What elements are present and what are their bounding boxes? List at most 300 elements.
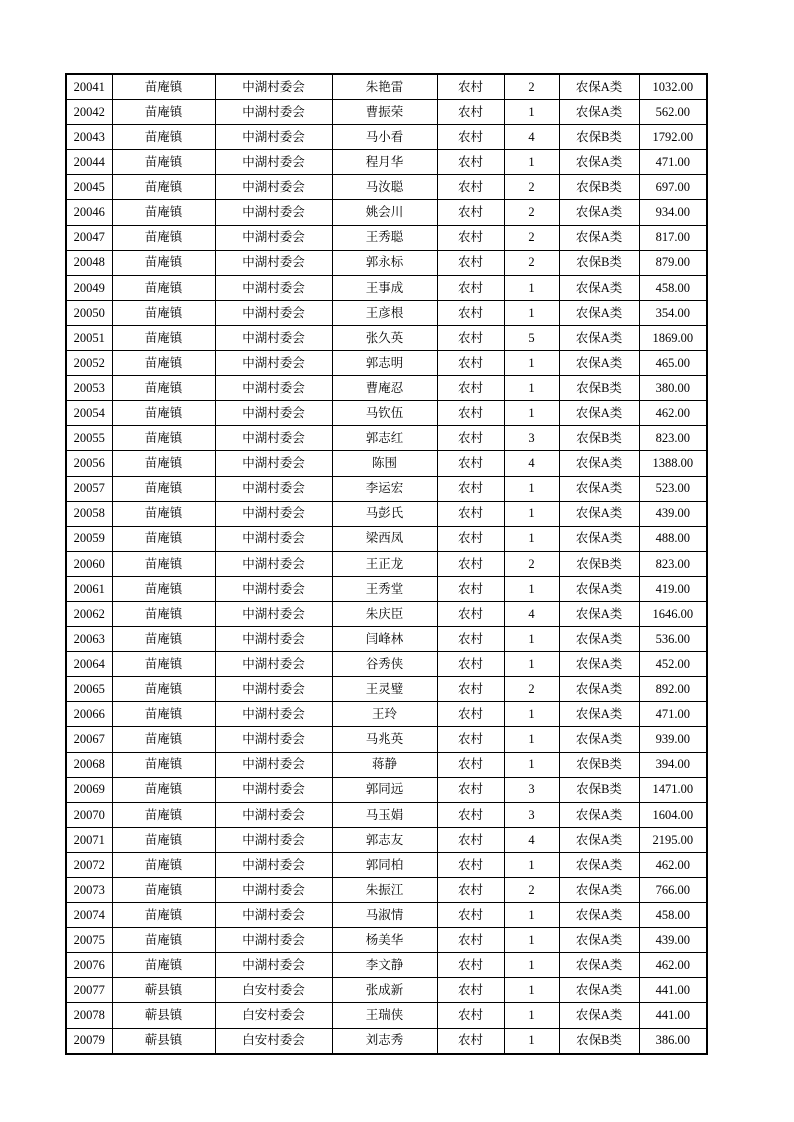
village-committee-cell: 中湖村委会 — [215, 752, 332, 777]
amount-cell: 1032.00 — [639, 74, 707, 100]
amount-cell: 462.00 — [639, 852, 707, 877]
serial-number-cell: 20074 — [66, 903, 112, 928]
insurance-category-cell: 农保B类 — [559, 1028, 639, 1054]
residence-type-cell: 农村 — [437, 953, 504, 978]
town-cell: 苗庵镇 — [112, 702, 215, 727]
residence-type-cell: 农村 — [437, 275, 504, 300]
village-committee-cell: 中湖村委会 — [215, 476, 332, 501]
person-name-cell: 郭志友 — [332, 827, 437, 852]
person-name-cell: 王事成 — [332, 275, 437, 300]
person-count-cell: 1 — [504, 351, 559, 376]
person-name-cell: 马小看 — [332, 125, 437, 150]
village-committee-cell: 中湖村委会 — [215, 451, 332, 476]
table-row — [66, 928, 707, 953]
serial-number-cell: 20068 — [66, 752, 112, 777]
insurance-category-cell: 农保A类 — [559, 727, 639, 752]
table-row — [66, 576, 707, 601]
serial-number-cell: 20048 — [66, 250, 112, 275]
residence-type-cell: 农村 — [437, 200, 504, 225]
village-committee-cell: 中湖村委会 — [215, 125, 332, 150]
village-committee-cell: 中湖村委会 — [215, 376, 332, 401]
residence-type-cell: 农村 — [437, 627, 504, 652]
insurance-category-cell: 农保A类 — [559, 827, 639, 852]
person-count-cell: 2 — [504, 551, 559, 576]
person-name-cell: 郭志明 — [332, 351, 437, 376]
person-count-cell: 2 — [504, 225, 559, 250]
person-count-cell: 1 — [504, 501, 559, 526]
village-committee-cell: 白安村委会 — [215, 1003, 332, 1028]
person-count-cell: 2 — [504, 175, 559, 200]
residence-type-cell: 农村 — [437, 652, 504, 677]
table-row — [66, 752, 707, 777]
village-committee-cell: 中湖村委会 — [215, 150, 332, 175]
person-name-cell: 程月华 — [332, 150, 437, 175]
serial-number-cell: 20057 — [66, 476, 112, 501]
insurance-category-cell: 农保A类 — [559, 150, 639, 175]
village-committee-cell: 中湖村委会 — [215, 903, 332, 928]
person-count-cell: 1 — [504, 576, 559, 601]
insurance-category-cell: 农保B类 — [559, 752, 639, 777]
serial-number-cell: 20058 — [66, 501, 112, 526]
amount-cell: 766.00 — [639, 878, 707, 903]
person-name-cell: 马彭氏 — [332, 501, 437, 526]
town-cell: 苗庵镇 — [112, 325, 215, 350]
amount-cell: 465.00 — [639, 351, 707, 376]
table-row — [66, 827, 707, 852]
village-committee-cell: 中湖村委会 — [215, 200, 332, 225]
town-cell: 苗庵镇 — [112, 827, 215, 852]
table-row — [66, 953, 707, 978]
person-name-cell: 曹振荣 — [332, 100, 437, 125]
amount-cell: 380.00 — [639, 376, 707, 401]
person-name-cell: 闫峰林 — [332, 627, 437, 652]
residence-type-cell: 农村 — [437, 100, 504, 125]
serial-number-cell: 20043 — [66, 125, 112, 150]
amount-cell: 354.00 — [639, 300, 707, 325]
table-row — [66, 652, 707, 677]
village-committee-cell: 中湖村委会 — [215, 878, 332, 903]
insurance-category-cell: 农保A类 — [559, 74, 639, 100]
person-count-cell: 1 — [504, 953, 559, 978]
insurance-category-cell: 农保B类 — [559, 376, 639, 401]
amount-cell: 439.00 — [639, 928, 707, 953]
town-cell: 蕲县镇 — [112, 1003, 215, 1028]
residence-type-cell: 农村 — [437, 451, 504, 476]
residence-type-cell: 农村 — [437, 501, 504, 526]
amount-cell: 488.00 — [639, 526, 707, 551]
table-row — [66, 74, 707, 100]
person-name-cell: 朱庆臣 — [332, 601, 437, 626]
serial-number-cell: 20066 — [66, 702, 112, 727]
village-committee-cell: 中湖村委会 — [215, 175, 332, 200]
village-committee-cell: 中湖村委会 — [215, 351, 332, 376]
person-count-cell: 1 — [504, 476, 559, 501]
table-row — [66, 1028, 707, 1054]
table-row — [66, 627, 707, 652]
person-count-cell: 1 — [504, 903, 559, 928]
table-row — [66, 351, 707, 376]
serial-number-cell: 20075 — [66, 928, 112, 953]
village-committee-cell: 中湖村委会 — [215, 827, 332, 852]
table-row — [66, 677, 707, 702]
serial-number-cell: 20077 — [66, 978, 112, 1003]
serial-number-cell: 20046 — [66, 200, 112, 225]
table-row — [66, 501, 707, 526]
amount-cell: 562.00 — [639, 100, 707, 125]
table-row — [66, 878, 707, 903]
village-committee-cell: 中湖村委会 — [215, 953, 332, 978]
amount-cell: 1604.00 — [639, 802, 707, 827]
residence-type-cell: 农村 — [437, 677, 504, 702]
table-row — [66, 275, 707, 300]
table-row — [66, 376, 707, 401]
serial-number-cell: 20053 — [66, 376, 112, 401]
town-cell: 苗庵镇 — [112, 74, 215, 100]
serial-number-cell: 20042 — [66, 100, 112, 125]
insurance-category-cell: 农保A类 — [559, 476, 639, 501]
table-row — [66, 250, 707, 275]
amount-cell: 419.00 — [639, 576, 707, 601]
residence-type-cell: 农村 — [437, 426, 504, 451]
person-count-cell: 1 — [504, 401, 559, 426]
serial-number-cell: 20044 — [66, 150, 112, 175]
table-row — [66, 802, 707, 827]
amount-cell: 394.00 — [639, 752, 707, 777]
amount-cell: 879.00 — [639, 250, 707, 275]
amount-cell: 462.00 — [639, 401, 707, 426]
amount-cell: 386.00 — [639, 1028, 707, 1054]
person-count-cell: 1 — [504, 1003, 559, 1028]
town-cell: 苗庵镇 — [112, 100, 215, 125]
amount-cell: 892.00 — [639, 677, 707, 702]
person-name-cell: 陈围 — [332, 451, 437, 476]
person-count-cell: 4 — [504, 451, 559, 476]
residence-type-cell: 农村 — [437, 476, 504, 501]
table-row — [66, 401, 707, 426]
amount-cell: 817.00 — [639, 225, 707, 250]
amount-cell: 697.00 — [639, 175, 707, 200]
residence-type-cell: 农村 — [437, 551, 504, 576]
residence-type-cell: 农村 — [437, 526, 504, 551]
insurance-category-cell: 农保A类 — [559, 100, 639, 125]
insurance-category-cell: 农保A类 — [559, 451, 639, 476]
amount-cell: 2195.00 — [639, 827, 707, 852]
serial-number-cell: 20076 — [66, 953, 112, 978]
table-row — [66, 601, 707, 626]
town-cell: 苗庵镇 — [112, 601, 215, 626]
person-name-cell: 朱振江 — [332, 878, 437, 903]
insurance-category-cell: 农保A类 — [559, 225, 639, 250]
person-name-cell: 马淑情 — [332, 903, 437, 928]
person-count-cell: 1 — [504, 727, 559, 752]
amount-cell: 1388.00 — [639, 451, 707, 476]
town-cell: 苗庵镇 — [112, 376, 215, 401]
village-committee-cell: 中湖村委会 — [215, 300, 332, 325]
residence-type-cell: 农村 — [437, 576, 504, 601]
table-row — [66, 100, 707, 125]
person-name-cell: 蒋静 — [332, 752, 437, 777]
village-committee-cell: 中湖村委会 — [215, 727, 332, 752]
insurance-category-cell: 农保A类 — [559, 903, 639, 928]
residence-type-cell: 农村 — [437, 376, 504, 401]
amount-cell: 441.00 — [639, 1003, 707, 1028]
insurance-category-cell: 农保A类 — [559, 702, 639, 727]
residence-type-cell: 农村 — [437, 125, 504, 150]
person-name-cell: 王正龙 — [332, 551, 437, 576]
amount-cell: 823.00 — [639, 551, 707, 576]
insurance-category-cell: 农保A类 — [559, 401, 639, 426]
town-cell: 苗庵镇 — [112, 727, 215, 752]
village-committee-cell: 中湖村委会 — [215, 426, 332, 451]
town-cell: 苗庵镇 — [112, 878, 215, 903]
town-cell: 苗庵镇 — [112, 451, 215, 476]
town-cell: 苗庵镇 — [112, 351, 215, 376]
serial-number-cell: 20069 — [66, 777, 112, 802]
insurance-category-cell: 农保A类 — [559, 325, 639, 350]
person-count-cell: 1 — [504, 752, 559, 777]
residence-type-cell: 农村 — [437, 601, 504, 626]
table-row — [66, 526, 707, 551]
insurance-category-cell: 农保A类 — [559, 802, 639, 827]
town-cell: 苗庵镇 — [112, 275, 215, 300]
insurance-category-cell: 农保A类 — [559, 878, 639, 903]
residence-type-cell: 农村 — [437, 401, 504, 426]
town-cell: 苗庵镇 — [112, 225, 215, 250]
person-count-cell: 4 — [504, 601, 559, 626]
insurance-category-cell: 农保B类 — [559, 426, 639, 451]
table-row — [66, 702, 707, 727]
insurance-category-cell: 农保A类 — [559, 601, 639, 626]
person-count-cell: 1 — [504, 702, 559, 727]
serial-number-cell: 20055 — [66, 426, 112, 451]
village-committee-cell: 中湖村委会 — [215, 250, 332, 275]
amount-cell: 823.00 — [639, 426, 707, 451]
residence-type-cell: 农村 — [437, 777, 504, 802]
serial-number-cell: 20062 — [66, 601, 112, 626]
residence-type-cell: 农村 — [437, 150, 504, 175]
person-count-cell: 4 — [504, 125, 559, 150]
town-cell: 苗庵镇 — [112, 125, 215, 150]
person-name-cell: 姚会川 — [332, 200, 437, 225]
town-cell: 苗庵镇 — [112, 677, 215, 702]
person-name-cell: 曹庵忍 — [332, 376, 437, 401]
person-count-cell: 4 — [504, 827, 559, 852]
amount-cell: 1792.00 — [639, 125, 707, 150]
person-count-cell: 1 — [504, 652, 559, 677]
insurance-category-cell: 农保A类 — [559, 928, 639, 953]
person-name-cell: 马钦伍 — [332, 401, 437, 426]
village-committee-cell: 中湖村委会 — [215, 652, 332, 677]
residence-type-cell: 农村 — [437, 903, 504, 928]
amount-cell: 452.00 — [639, 652, 707, 677]
village-committee-cell: 中湖村委会 — [215, 100, 332, 125]
insurance-category-cell: 农保A类 — [559, 275, 639, 300]
town-cell: 苗庵镇 — [112, 300, 215, 325]
town-cell: 苗庵镇 — [112, 576, 215, 601]
person-name-cell: 杨美华 — [332, 928, 437, 953]
person-count-cell: 1 — [504, 852, 559, 877]
table-row — [66, 978, 707, 1003]
table-row — [66, 777, 707, 802]
table-row — [66, 325, 707, 350]
table-body — [66, 74, 707, 1054]
table-row — [66, 903, 707, 928]
amount-cell: 536.00 — [639, 627, 707, 652]
residence-type-cell: 农村 — [437, 74, 504, 100]
serial-number-cell: 20067 — [66, 727, 112, 752]
amount-cell: 471.00 — [639, 150, 707, 175]
town-cell: 苗庵镇 — [112, 551, 215, 576]
table-row — [66, 727, 707, 752]
insurance-category-cell: 农保B类 — [559, 175, 639, 200]
town-cell: 苗庵镇 — [112, 802, 215, 827]
residence-type-cell: 农村 — [437, 878, 504, 903]
village-committee-cell: 白安村委会 — [215, 1028, 332, 1054]
person-count-cell: 1 — [504, 150, 559, 175]
person-count-cell: 5 — [504, 325, 559, 350]
serial-number-cell: 20059 — [66, 526, 112, 551]
person-count-cell: 3 — [504, 777, 559, 802]
village-committee-cell: 中湖村委会 — [215, 852, 332, 877]
village-committee-cell: 中湖村委会 — [215, 401, 332, 426]
amount-cell: 939.00 — [639, 727, 707, 752]
amount-cell: 523.00 — [639, 476, 707, 501]
serial-number-cell: 20078 — [66, 1003, 112, 1028]
serial-number-cell: 20051 — [66, 325, 112, 350]
town-cell: 苗庵镇 — [112, 250, 215, 275]
amount-cell: 462.00 — [639, 953, 707, 978]
residence-type-cell: 农村 — [437, 802, 504, 827]
serial-number-cell: 20061 — [66, 576, 112, 601]
person-name-cell: 马兆英 — [332, 727, 437, 752]
residence-type-cell: 农村 — [437, 351, 504, 376]
residence-type-cell: 农村 — [437, 300, 504, 325]
insurance-category-cell: 农保A类 — [559, 978, 639, 1003]
table-row — [66, 125, 707, 150]
insurance-roster-table — [65, 73, 708, 1055]
serial-number-cell: 20049 — [66, 275, 112, 300]
person-name-cell: 李文静 — [332, 953, 437, 978]
residence-type-cell: 农村 — [437, 175, 504, 200]
table-row — [66, 852, 707, 877]
serial-number-cell: 20073 — [66, 878, 112, 903]
person-name-cell: 王灵璧 — [332, 677, 437, 702]
village-committee-cell: 中湖村委会 — [215, 551, 332, 576]
amount-cell: 1869.00 — [639, 325, 707, 350]
insurance-category-cell: 农保A类 — [559, 1003, 639, 1028]
person-name-cell: 马汝聪 — [332, 175, 437, 200]
insurance-category-cell: 农保A类 — [559, 852, 639, 877]
serial-number-cell: 20047 — [66, 225, 112, 250]
person-name-cell: 王秀堂 — [332, 576, 437, 601]
table-row — [66, 451, 707, 476]
town-cell: 蕲县镇 — [112, 978, 215, 1003]
village-committee-cell: 中湖村委会 — [215, 601, 332, 626]
town-cell: 苗庵镇 — [112, 150, 215, 175]
serial-number-cell: 20065 — [66, 677, 112, 702]
town-cell: 苗庵镇 — [112, 652, 215, 677]
serial-number-cell: 20072 — [66, 852, 112, 877]
person-count-cell: 1 — [504, 300, 559, 325]
insurance-category-cell: 农保A类 — [559, 501, 639, 526]
serial-number-cell: 20041 — [66, 74, 112, 100]
person-name-cell: 张成新 — [332, 978, 437, 1003]
village-committee-cell: 中湖村委会 — [215, 74, 332, 100]
insurance-category-cell: 农保A类 — [559, 652, 639, 677]
residence-type-cell: 农村 — [437, 225, 504, 250]
village-committee-cell: 中湖村委会 — [215, 576, 332, 601]
residence-type-cell: 农村 — [437, 752, 504, 777]
person-count-cell: 1 — [504, 1028, 559, 1054]
person-count-cell: 1 — [504, 978, 559, 1003]
serial-number-cell: 20071 — [66, 827, 112, 852]
insurance-category-cell: 农保A类 — [559, 526, 639, 551]
town-cell: 苗庵镇 — [112, 903, 215, 928]
table-row — [66, 200, 707, 225]
residence-type-cell: 农村 — [437, 827, 504, 852]
serial-number-cell: 20050 — [66, 300, 112, 325]
insurance-category-cell: 农保A类 — [559, 300, 639, 325]
village-committee-cell: 中湖村委会 — [215, 501, 332, 526]
person-name-cell: 郭同远 — [332, 777, 437, 802]
amount-cell: 458.00 — [639, 275, 707, 300]
person-name-cell: 郭同柏 — [332, 852, 437, 877]
table-row — [66, 426, 707, 451]
insurance-category-cell: 农保B类 — [559, 777, 639, 802]
person-name-cell: 谷秀侠 — [332, 652, 437, 677]
village-committee-cell: 中湖村委会 — [215, 928, 332, 953]
serial-number-cell: 20060 — [66, 551, 112, 576]
person-name-cell: 王瑞侠 — [332, 1003, 437, 1028]
town-cell: 苗庵镇 — [112, 501, 215, 526]
amount-cell: 1646.00 — [639, 601, 707, 626]
residence-type-cell: 农村 — [437, 852, 504, 877]
person-name-cell: 梁西凤 — [332, 526, 437, 551]
town-cell: 苗庵镇 — [112, 426, 215, 451]
serial-number-cell: 20070 — [66, 802, 112, 827]
village-committee-cell: 中湖村委会 — [215, 777, 332, 802]
person-count-cell: 2 — [504, 250, 559, 275]
town-cell: 苗庵镇 — [112, 752, 215, 777]
town-cell: 苗庵镇 — [112, 852, 215, 877]
insurance-category-cell: 农保A类 — [559, 200, 639, 225]
town-cell: 苗庵镇 — [112, 928, 215, 953]
residence-type-cell: 农村 — [437, 1003, 504, 1028]
amount-cell: 441.00 — [639, 978, 707, 1003]
town-cell: 蕲县镇 — [112, 1028, 215, 1054]
person-name-cell: 郭永标 — [332, 250, 437, 275]
table-row — [66, 175, 707, 200]
person-count-cell: 1 — [504, 100, 559, 125]
insurance-category-cell: 农保B类 — [559, 250, 639, 275]
insurance-category-cell: 农保A类 — [559, 627, 639, 652]
person-name-cell: 李运宏 — [332, 476, 437, 501]
person-name-cell: 刘志秀 — [332, 1028, 437, 1054]
village-committee-cell: 中湖村委会 — [215, 275, 332, 300]
person-name-cell: 张久英 — [332, 325, 437, 350]
amount-cell: 439.00 — [639, 501, 707, 526]
village-committee-cell: 中湖村委会 — [215, 802, 332, 827]
village-committee-cell: 白安村委会 — [215, 978, 332, 1003]
residence-type-cell: 农村 — [437, 702, 504, 727]
residence-type-cell: 农村 — [437, 1028, 504, 1054]
person-count-cell: 3 — [504, 426, 559, 451]
serial-number-cell: 20045 — [66, 175, 112, 200]
amount-cell: 1471.00 — [639, 777, 707, 802]
amount-cell: 471.00 — [639, 702, 707, 727]
town-cell: 苗庵镇 — [112, 627, 215, 652]
person-count-cell: 2 — [504, 878, 559, 903]
